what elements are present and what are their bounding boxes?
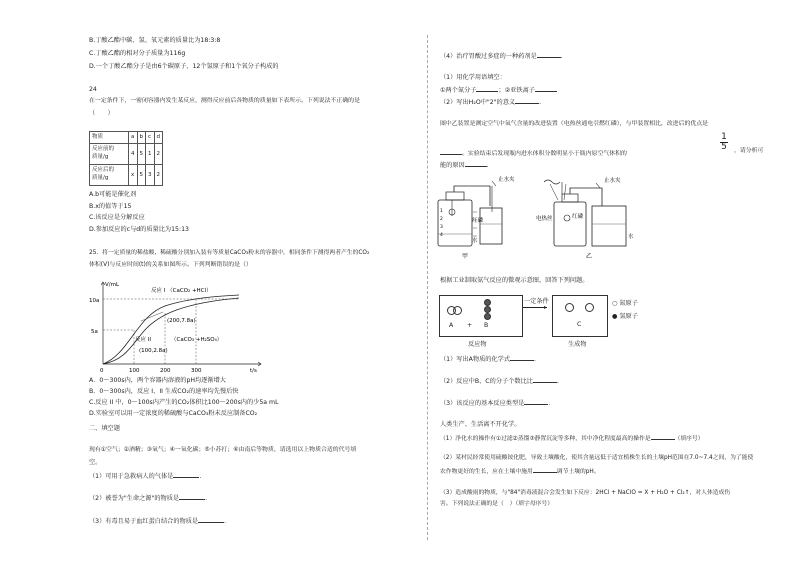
- table-cell: 4: [129, 144, 138, 165]
- label-reactants: 反应物: [468, 341, 487, 348]
- micro-intro: 根据工业制取氨气反应的微观示意图，回答下列问题。: [440, 277, 589, 284]
- curve-reaction-1: [103, 295, 239, 364]
- answer-blank[interactable]: [476, 85, 498, 92]
- answer-blank[interactable]: [198, 516, 224, 523]
- label-b: B: [484, 322, 489, 329]
- q24-option-a: A.b可能是催化剂: [89, 191, 137, 198]
- q24-option-b: B.x的值等于15: [89, 203, 132, 210]
- x-tick-0: 0: [100, 368, 104, 374]
- life-question-1: （1）净化水的操作有①过滤②蒸馏③静置沉淀等多种，其中净化程度最高的操作是 （填序号）: [440, 433, 704, 443]
- x-tick-100: 100: [129, 368, 140, 374]
- label-products: 生成物: [568, 341, 587, 348]
- experiment-question-2: 。实验结束后发现瓶内进水体积分数明显小于瓶内原空气体积的: [440, 148, 627, 158]
- experiment-question-3: 能的原因 .: [440, 162, 489, 169]
- atom-h: [484, 313, 491, 320]
- label-heating-wire: 电热丝: [536, 216, 553, 222]
- chem-symbol-2: （2）写出H₂O中"2"的意义 .: [440, 99, 542, 106]
- table-row: [90, 165, 163, 186]
- chem-symbol-heading: （1）用化学用语填空：: [440, 74, 506, 81]
- option-d: D.一个丁酸乙酯分子是由6个碳原子、12个氢原子和1个氧分子构成的: [89, 63, 279, 70]
- table-header-cell: b: [137, 132, 146, 144]
- q24-option-d: D.参加反应的c与d的质量比为15:13: [89, 226, 189, 233]
- question-25-stem: 25．将一定质量的稀盐酸、稀硫酸分别加入装有等质量CaCO₃粉末的容器中，相同条件下测得两者产生的CO₂: [89, 250, 370, 256]
- question-24-number: 24: [89, 86, 97, 93]
- question-24-stem: 在一定条件下，一密闭容器内发生某反应，测得反应前后各物质的质量如下表所示。下列说法不正确的是: [89, 98, 360, 104]
- legend-hydrogen: ● 氢原子: [612, 313, 638, 320]
- legend-nitrogen: ○ 氮原子: [612, 300, 638, 307]
- condition-label: 一定条件: [524, 298, 549, 305]
- label-clamp-2: 止水夹: [604, 178, 621, 184]
- label-red-phosphorus-2: 红磷: [572, 214, 584, 220]
- question-4: （4）治疗胃酸过多症的一种药剂是 .: [440, 53, 563, 60]
- atom-h: [484, 299, 491, 306]
- life-question-3b: 害。下列说法正确的是（ ）（填字母序号）: [440, 501, 554, 507]
- products-box: [552, 295, 608, 337]
- answer-blank[interactable]: [173, 471, 199, 478]
- x-axis-label: t/s: [250, 368, 257, 374]
- column-divider: [427, 35, 428, 540]
- table-cell: x: [129, 165, 138, 186]
- answer-blank[interactable]: [537, 51, 561, 58]
- question-25-stem-2: 体积(V)与反应时间(t)的关系如图所示。下列判断错误的是（）: [89, 262, 252, 268]
- label-clamp: 止水夹: [498, 177, 515, 183]
- y-tick-5a: 5a: [91, 329, 98, 335]
- option-c: C.丁酸乙酯的相对分子质量为116g: [89, 50, 186, 57]
- fill-intro-2: 空。: [89, 459, 102, 466]
- curve-reaction-2: [103, 298, 239, 364]
- curve-2-label: 反应 II: [135, 337, 151, 343]
- label-water: 水: [472, 238, 478, 244]
- x-tick-200: 200: [160, 368, 171, 374]
- micro-question-3: （3）该反应的基本反应类型是 .: [440, 400, 551, 407]
- label-plus: +: [467, 322, 473, 329]
- scale-mark: 4: [440, 233, 443, 238]
- life-question-3: （3）造成酸雨的物质，与"84"消毒液混合会发生如下反应：2HCl + NaClO = X + H₂O + Cl₂↑，对人体造成伤: [440, 490, 731, 496]
- molecule-c: [565, 303, 574, 312]
- fill-question-2: （2）被誉为"生命之源"的物质是 .: [89, 495, 208, 502]
- apparatus-diagram: [432, 172, 662, 264]
- point-2-label: (100,2.8a): [139, 348, 168, 354]
- answer-blank[interactable]: [524, 398, 548, 405]
- table-row-label: 反应后的 质量/g: [90, 165, 129, 186]
- label-jia: 甲: [462, 253, 469, 260]
- table-header-cell: a: [129, 132, 138, 144]
- y-tick-10a: 10a: [89, 298, 100, 304]
- mass-table: [89, 131, 163, 186]
- experiment-tail: ，请分析可: [734, 148, 764, 154]
- question-24-paren: （ ）: [89, 110, 114, 117]
- label-water-2: 水: [628, 234, 634, 240]
- chem-symbol-line: ①两个氮分子 ；②亚铁离子: [440, 85, 557, 95]
- answer-blank[interactable]: [440, 148, 462, 155]
- answer-blank[interactable]: [533, 376, 557, 383]
- table-cell: 5: [137, 165, 146, 186]
- answer-blank[interactable]: [533, 466, 557, 473]
- q25-option-a: A．0～300s内，两个容器内溶液的pH均逐渐增大: [89, 377, 226, 384]
- q25-option-c: C.反应 II 中，0～100s内产生的CO₂体积比100～200s内的少5a mL: [89, 399, 279, 406]
- curve-2-reactants: （CaCO₃ +H₂SO₄）: [171, 337, 223, 343]
- atom-n: [453, 306, 462, 315]
- answer-blank[interactable]: [651, 433, 675, 440]
- label-a: A: [449, 322, 454, 329]
- table-row: [90, 132, 163, 144]
- answer-blank[interactable]: [179, 493, 205, 500]
- co2-volume-graph: [89, 276, 269, 376]
- table-cell: 5: [137, 144, 146, 165]
- fill-question-3: （3）有毒且易于血红蛋白结合的物质是 .: [89, 518, 227, 525]
- table-row-label: 反应前的 质量/g: [90, 144, 129, 165]
- reactants-box: [439, 295, 523, 337]
- option-b: B.丁酸乙酯中碳、氢、氧元素的质量比为18:3:8: [89, 37, 221, 44]
- q25-option-b: B．0～300s内，反应 I、II 生成CO₂的速率均先慢后快: [89, 388, 239, 395]
- answer-blank[interactable]: [535, 85, 557, 92]
- table-cell: 2: [154, 144, 163, 165]
- table-header-cell: d: [154, 132, 163, 144]
- x-tick-300: 300: [191, 368, 202, 374]
- scale-mark: 2: [440, 217, 443, 222]
- molecule-c: [585, 303, 594, 312]
- table-cell: 1: [146, 144, 155, 165]
- fill-intro: 现有①空气；②酒精；③氧气；④一氧化碳；⑤小苏打；⑥由南后等物质，请选用以上物质合适的代号填: [89, 447, 357, 453]
- table-cell: 3: [146, 165, 155, 186]
- scale-mark: 3: [440, 225, 443, 230]
- answer-blank[interactable]: [515, 97, 539, 104]
- fraction-one-fifth: 1 5: [721, 132, 727, 152]
- scale-mark: 1: [440, 209, 443, 214]
- label-yi: 乙: [586, 253, 593, 260]
- life-intro: 人类生产、生活离不开化学。: [440, 421, 521, 428]
- table-cell: 2: [154, 165, 163, 186]
- curve-1-label: 反应 I （CaCO₂ +HCl）: [151, 288, 212, 294]
- atom-h: [484, 306, 491, 313]
- answer-blank[interactable]: [465, 160, 487, 167]
- label-c: C: [577, 321, 582, 328]
- answer-blank[interactable]: [510, 354, 534, 361]
- q24-option-c: C.该反应是分解反应: [89, 214, 145, 221]
- table-row: [90, 144, 163, 165]
- micro-question-1: （1）写出A物质的化学式 .: [440, 356, 537, 363]
- apparatus-yi: [544, 180, 626, 246]
- section-fill-in: 二、填空题: [89, 425, 120, 432]
- label-red-phosphorus: 红磷: [472, 218, 484, 224]
- apparatus-jia: [438, 181, 502, 246]
- micro-question-2: （2）反应中B、C的分子个数比比 .: [440, 378, 559, 385]
- life-question-2b: 农作物更好的生长，应在土壤中施用 调节土壤的pH。: [440, 466, 600, 476]
- table-header-cell: c: [146, 132, 155, 144]
- experiment-question: 图中乙装置是测定空气中氧气含量的改进装置（电热丝通电引燃红磷），与甲装置相比，改进后的优点是: [440, 121, 709, 127]
- q25-option-d: D.实验室可以用一定浓度的稀硫酸与CaCO₃粉末反应制备CO₂: [89, 410, 258, 417]
- fill-question-1: （1）可用于急救病人的气体是 .: [89, 473, 202, 480]
- life-question-2: （2）某村民经常使用硫酸铵化肥，导致土壤酸化，使其含量远低于适宜植株生长的土壤pH范围在7.0~7.4之间，为了能使: [440, 455, 754, 461]
- y-axis-label: V/mL: [105, 282, 120, 288]
- point-1-label: (200,7.8a): [167, 318, 196, 324]
- arrow-head: ▸: [544, 304, 548, 311]
- table-header-cell: 物质: [90, 132, 129, 144]
